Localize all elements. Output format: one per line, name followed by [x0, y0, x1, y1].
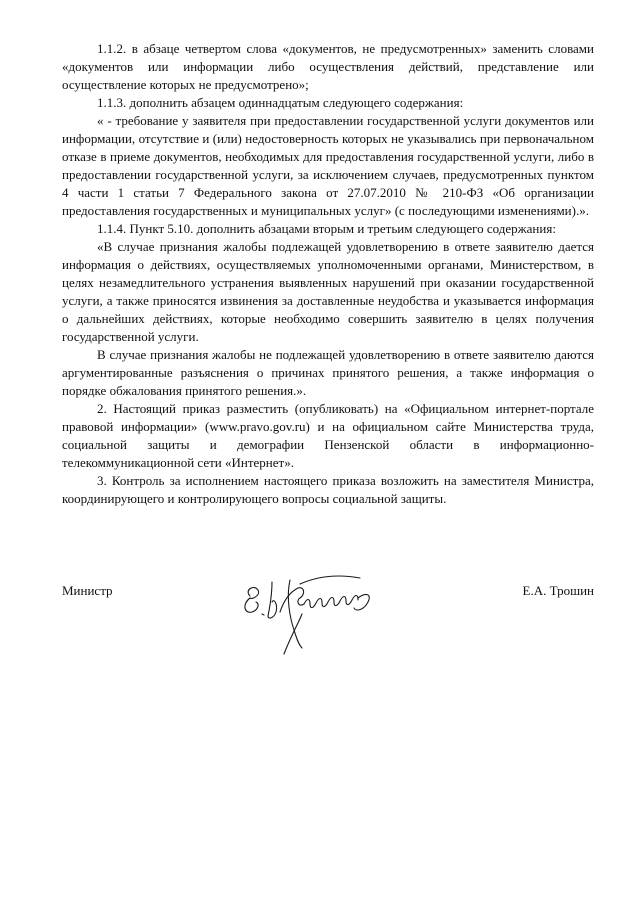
signatory-name: Е.А. Трошин	[522, 583, 594, 598]
paragraph-1-1-3: 1.1.3. дополнить абзацем одиннадцатым следующего содержания:	[97, 95, 464, 110]
paragraph-complaint-satisfied: «В случае признания жалобы подлежащей удовлетворению в ответе заявителю дается информация о действиях, осуществляемых уполномоченными органами, Министерством, в целях незамедлительного устранения выявленных нарушений при оказании государственной услуги, а также приносятся извинения за доставленные неудобства и указывается информация о дальнейших действиях, которые необходимо совершить заявителю в целях получения государственной услуги.	[62, 239, 594, 344]
document-body	[62, 40, 594, 508]
paragraph-item-2: 2. Настоящий приказ разместить (опубликовать) на «Официальном интернет-портале правовой информации» (www.pravo.gov.ru) и на официальном сайте Министерства труда, социальной защиты и демографии Пензенской области в информационно-телекоммуникационной сети «Интернет».	[62, 401, 594, 470]
handwritten-signature	[228, 558, 398, 668]
paragraph-1-1-4: 1.1.4. Пункт 5.10. дополнить абзацами вторым и третьим следующего содержания:	[97, 221, 556, 236]
paragraph-item-3: 3. Контроль за исполнением настоящего приказа возложить на заместителя Министра, координирующего и контролирующего вопросы социальной защиты.	[62, 473, 594, 506]
paragraph-1-1-2: 1.1.2. в абзаце четвертом слова «документов, не предусмотренных» заменить словами «документов или информации либо осуществления действий, представление или осуществление которых не предусмотрено»;	[62, 41, 594, 92]
paragraph-1-1-3-quote: « - требование у заявителя при предоставлении государственной услуги документов или информации, отсутствие и (или) недостоверность которых не указывались при первоначальном отказе в приеме документов, необходимых для предоставления государственной услуги, либо в предоставлении государственной услуги, за исключением случаев, предусмотренных пунктом 4 части 1 статьи 7 Федерального закона от 27.07.2010 № 210-ФЗ «Об организации предоставления государственных и муниципальных услуг» (с последующими изменениями).».	[62, 113, 594, 218]
signatory-role: Министр	[62, 583, 113, 598]
paragraph-complaint-rejected: В случае признания жалобы не подлежащей удовлетворению в ответе заявителю даются аргументированные разъяснения о причинах принятого решения, а также информация о порядке обжалования принятого решения.».	[62, 347, 594, 398]
